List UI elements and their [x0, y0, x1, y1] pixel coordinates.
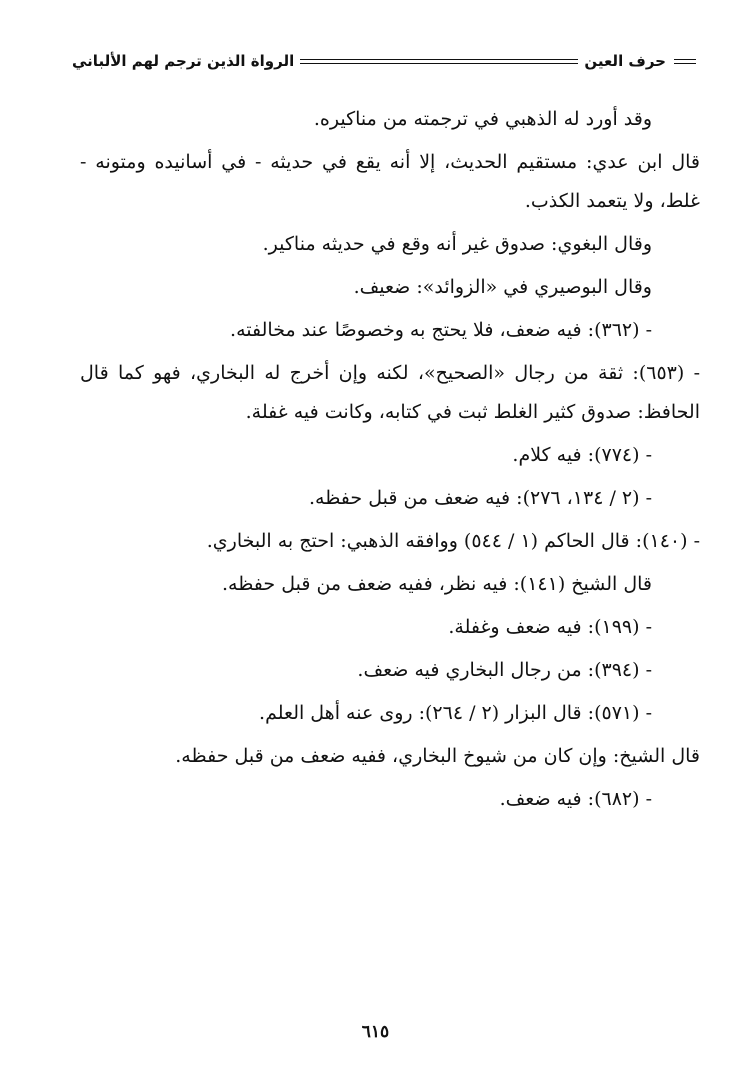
paragraph-7: - (٧٧٤): فيه كلام.: [512, 444, 652, 466]
paragraph-5: - (٣٦٢): فيه ضعف، فلا يحتج به وخصوصًا عند مخالفته.: [230, 319, 652, 341]
body-text: [80, 100, 700, 823]
paragraph-2: قال ابن عدي: مستقيم الحديث، إلا أنه يقع في حديثه - في أسانيده ومتونه - غلط، ولا يتعمد الكذب.: [80, 151, 700, 212]
running-header: [72, 44, 696, 78]
paragraph-1: وقد أورد له الذهبي في ترجمته من مناكيره.: [313, 108, 652, 130]
paragraph-3: وقال البغوي: صدوق غير أنه وقع في حديثه مناكير.: [262, 233, 652, 255]
paragraph-15: - (٦٨٢): فيه ضعف.: [499, 788, 652, 810]
header-book-title: الرواة الذين ترجم لهم الألباني: [72, 52, 295, 70]
header-section-title: حرف العين: [584, 52, 666, 70]
paragraph-12: - (٣٩٤): من رجال البخاري فيه ضعف.: [357, 659, 652, 681]
paragraph-8: - (٢ / ١٣٤، ٢٧٦): فيه ضعف من قبل حفظه.: [309, 487, 652, 509]
page-number: ٦١٥: [361, 1022, 390, 1042]
paragraph-10: قال الشيخ (١٤١): فيه نظر، ففيه ضعف من قبل حفظه.: [222, 573, 652, 595]
header-rule-long: [300, 59, 578, 64]
header-rule-short: [674, 59, 696, 64]
paragraph-6: - (٦٥٣): ثقة من رجال «الصحيح»، لكنه وإن أخرج له البخاري، فهو كما قال الحافظ: صدوق كثير الغلط ثبت في كتابه، وكانت فيه غفلة.: [80, 362, 700, 423]
paragraph-13: - (٥٧١): قال البزار (٢ / ٢٦٤): روى عنه أهل العلم.: [259, 702, 652, 724]
paragraph-4: وقال البوصيري في «الزوائد»: ضعيف.: [353, 276, 652, 298]
paragraph-9: - (١٤٠): قال الحاكم (١ / ٥٤٤) ووافقه الذهبي: احتج به البخاري.: [206, 530, 700, 552]
paragraph-14: قال الشيخ: وإن كان من شيوخ البخاري، ففيه ضعف من قبل حفظه.: [175, 745, 700, 767]
paragraph-11: - (١٩٩): فيه ضعف وغفلة.: [448, 616, 652, 638]
